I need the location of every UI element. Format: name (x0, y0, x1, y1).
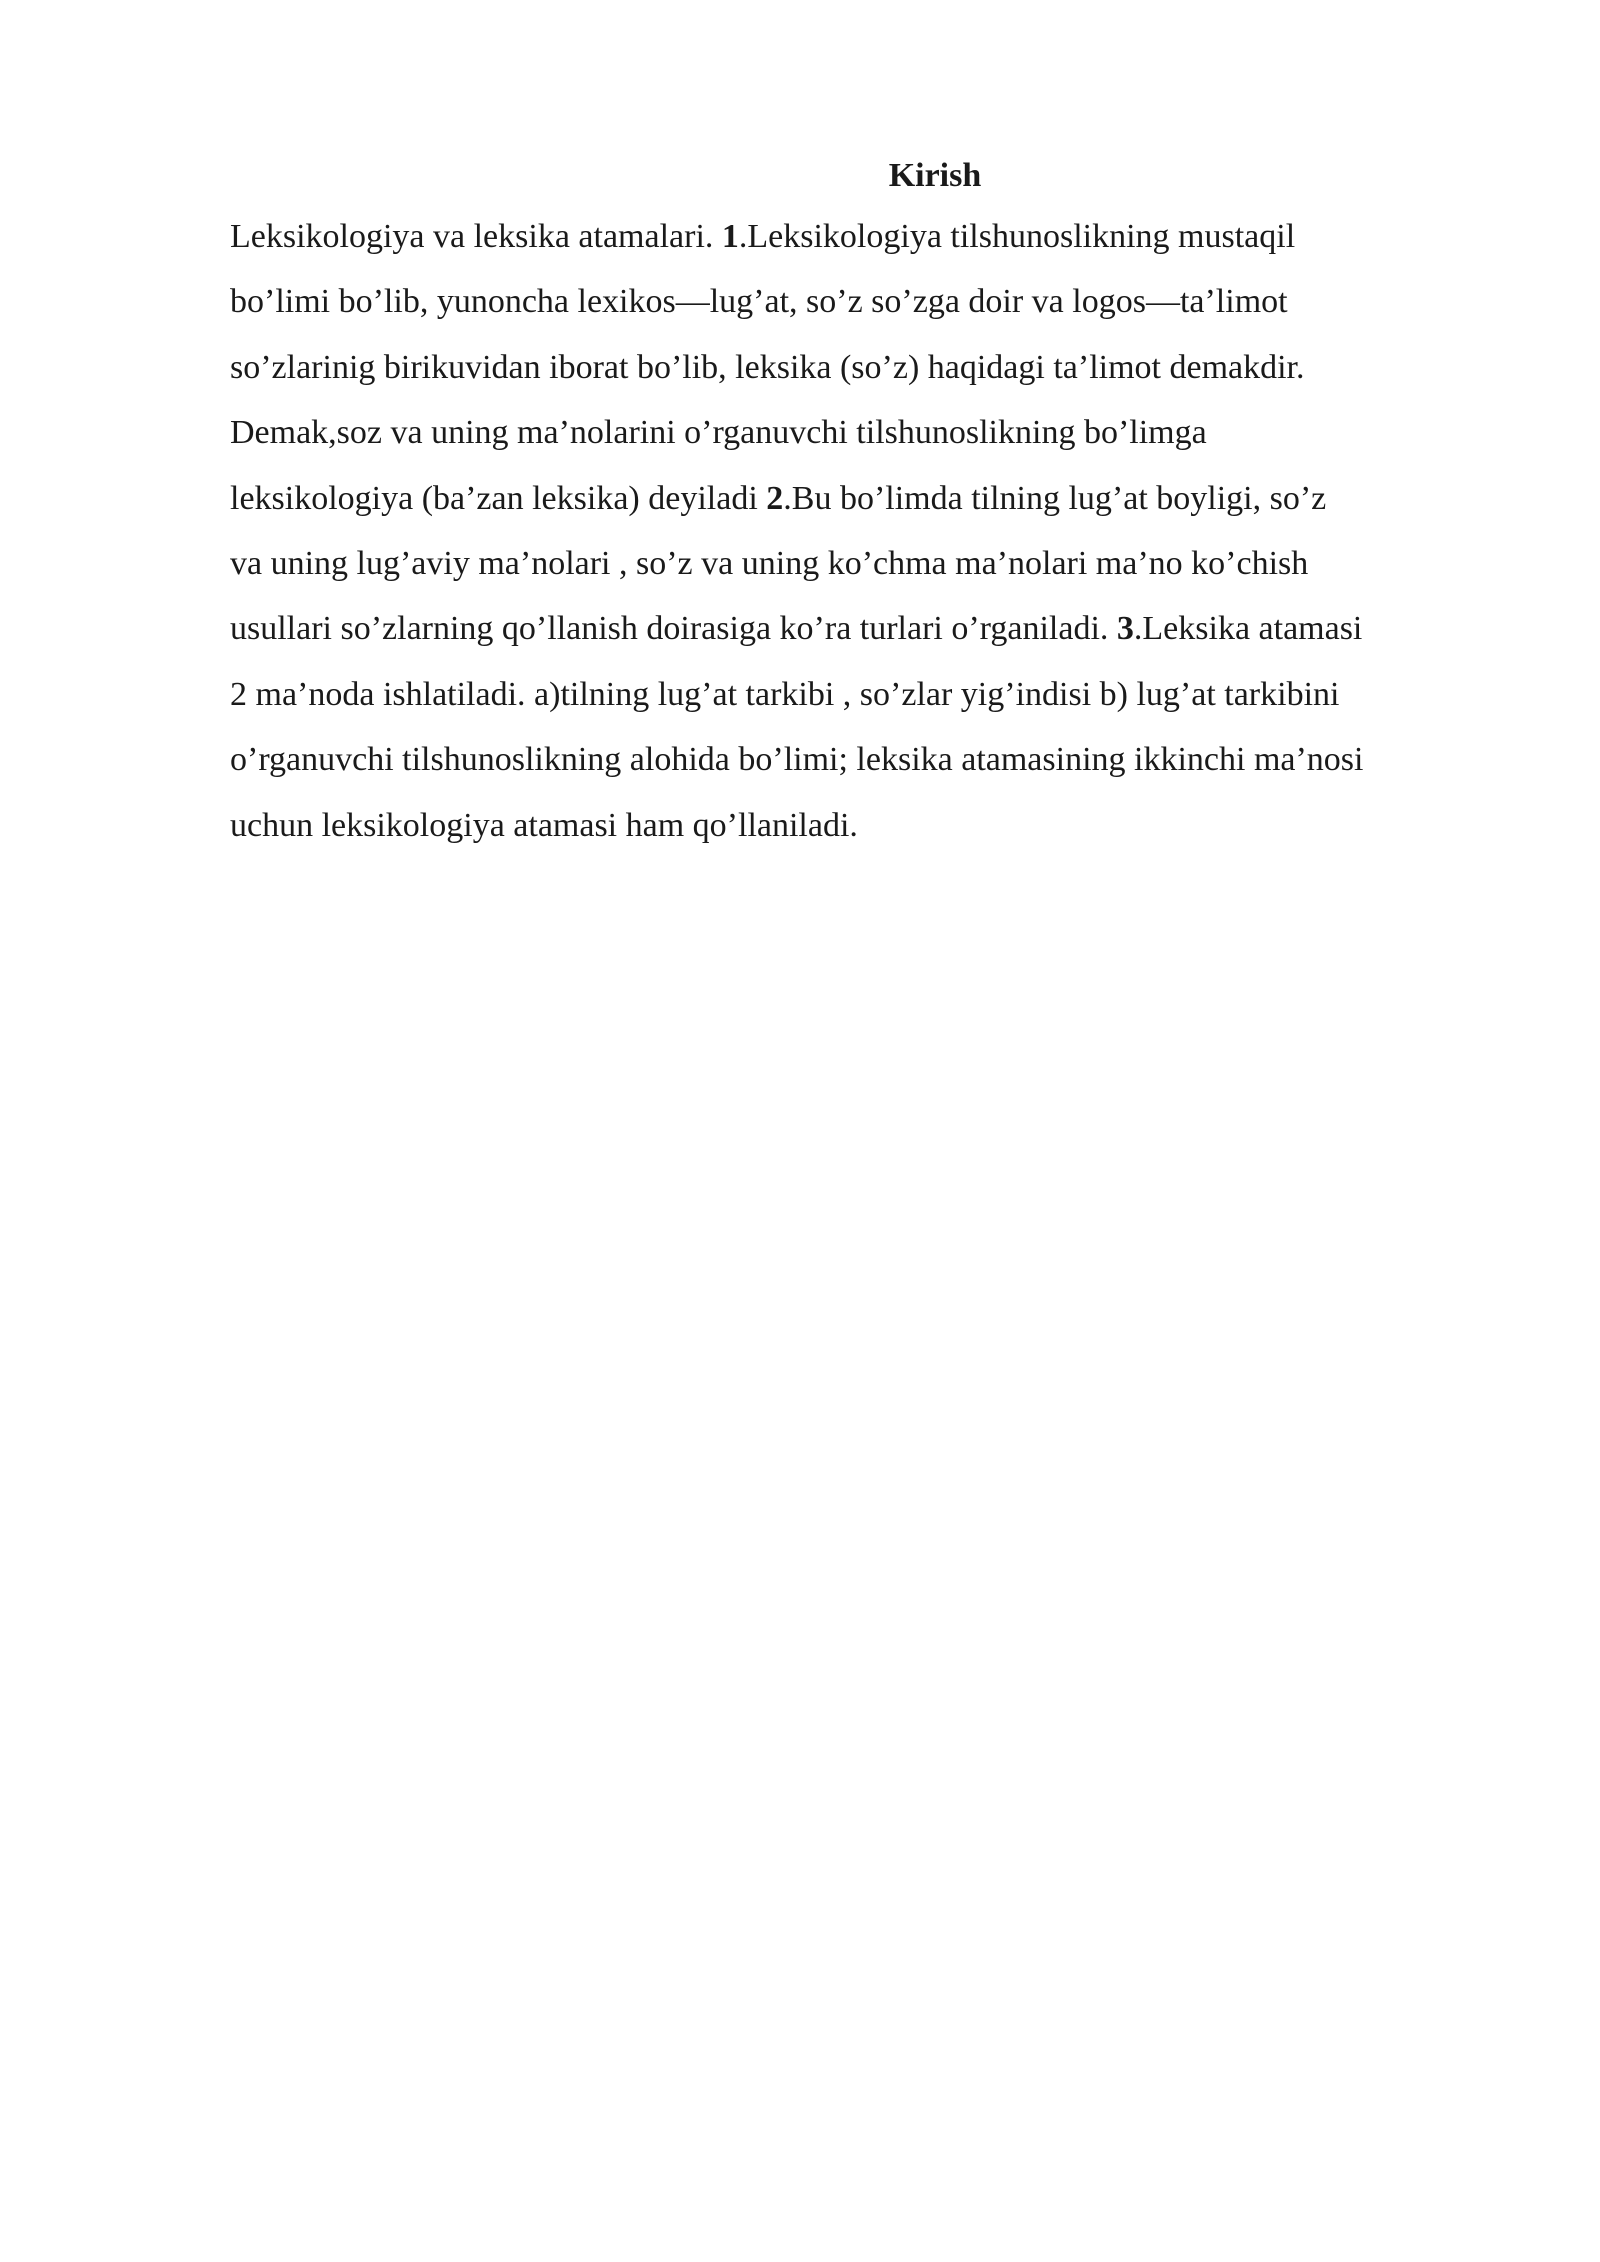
line-text: Leksikologiya va leksika atamalari. (230, 218, 722, 255)
paragraph-line (230, 727, 1490, 792)
line-text: 2 ma’noda ishlatiladi. a)tilning lug’at tarkibi , so’zlar yig’indisi b) lug’at tarkibini (230, 675, 1340, 713)
line-text: usullari so’zlarning qo’llanish doirasiga ko’ra turlari o’rganiladi. (230, 610, 1117, 648)
paragraph-line (230, 466, 1490, 531)
line-text: Demak,soz va uning ma’nolarini o’rganuvchi tilshunoslikning bo’limga (230, 414, 1207, 452)
paragraph-line (230, 204, 1490, 269)
paragraph-line (230, 662, 1490, 727)
paragraph-line (230, 531, 1490, 596)
paragraph-line (230, 269, 1490, 334)
line-text: o’rganuvchi tilshunoslikning alohida bo’limi; leksika atamasining ikkinchi ma’nosi (230, 741, 1364, 779)
document-paragraph (230, 204, 1490, 858)
line-text: so’zlarinig birikuvidan iborat bo’lib, leksika (so’z) haqidagi ta’limot demakdir. (230, 348, 1305, 386)
document-content (230, 148, 1490, 858)
document-title: Kirish (888, 157, 982, 194)
line-text: .Bu bo’limda tilning lug’at boyligi, so’z (783, 479, 1327, 517)
section-number: 1 (721, 218, 739, 255)
section-number: 2 (766, 479, 784, 517)
line-text: .Leksikologiya tilshunoslikning mustaqil (738, 218, 1296, 255)
paragraph-line (230, 596, 1490, 661)
line-text: leksikologiya (ba’zan leksika) deyiladi (230, 479, 767, 517)
section-number: 3 (1116, 610, 1134, 648)
line-text: va uning lug’aviy ma’nolari , so’z va uning ko’chma ma’nolari ma’no ko’chish (230, 545, 1309, 583)
line-text: .Leksika atamasi (1133, 610, 1363, 648)
paragraph-line (230, 793, 1490, 858)
paragraph-line (230, 400, 1490, 465)
line-text: bo’limi bo’lib, yunoncha lexikos—lug’at, so’z so’zga doir va logos—ta’limot (230, 283, 1288, 321)
line-text: uchun leksikologiya atamasi ham qo’llaniladi. (230, 806, 858, 844)
paragraph-line (230, 335, 1490, 400)
